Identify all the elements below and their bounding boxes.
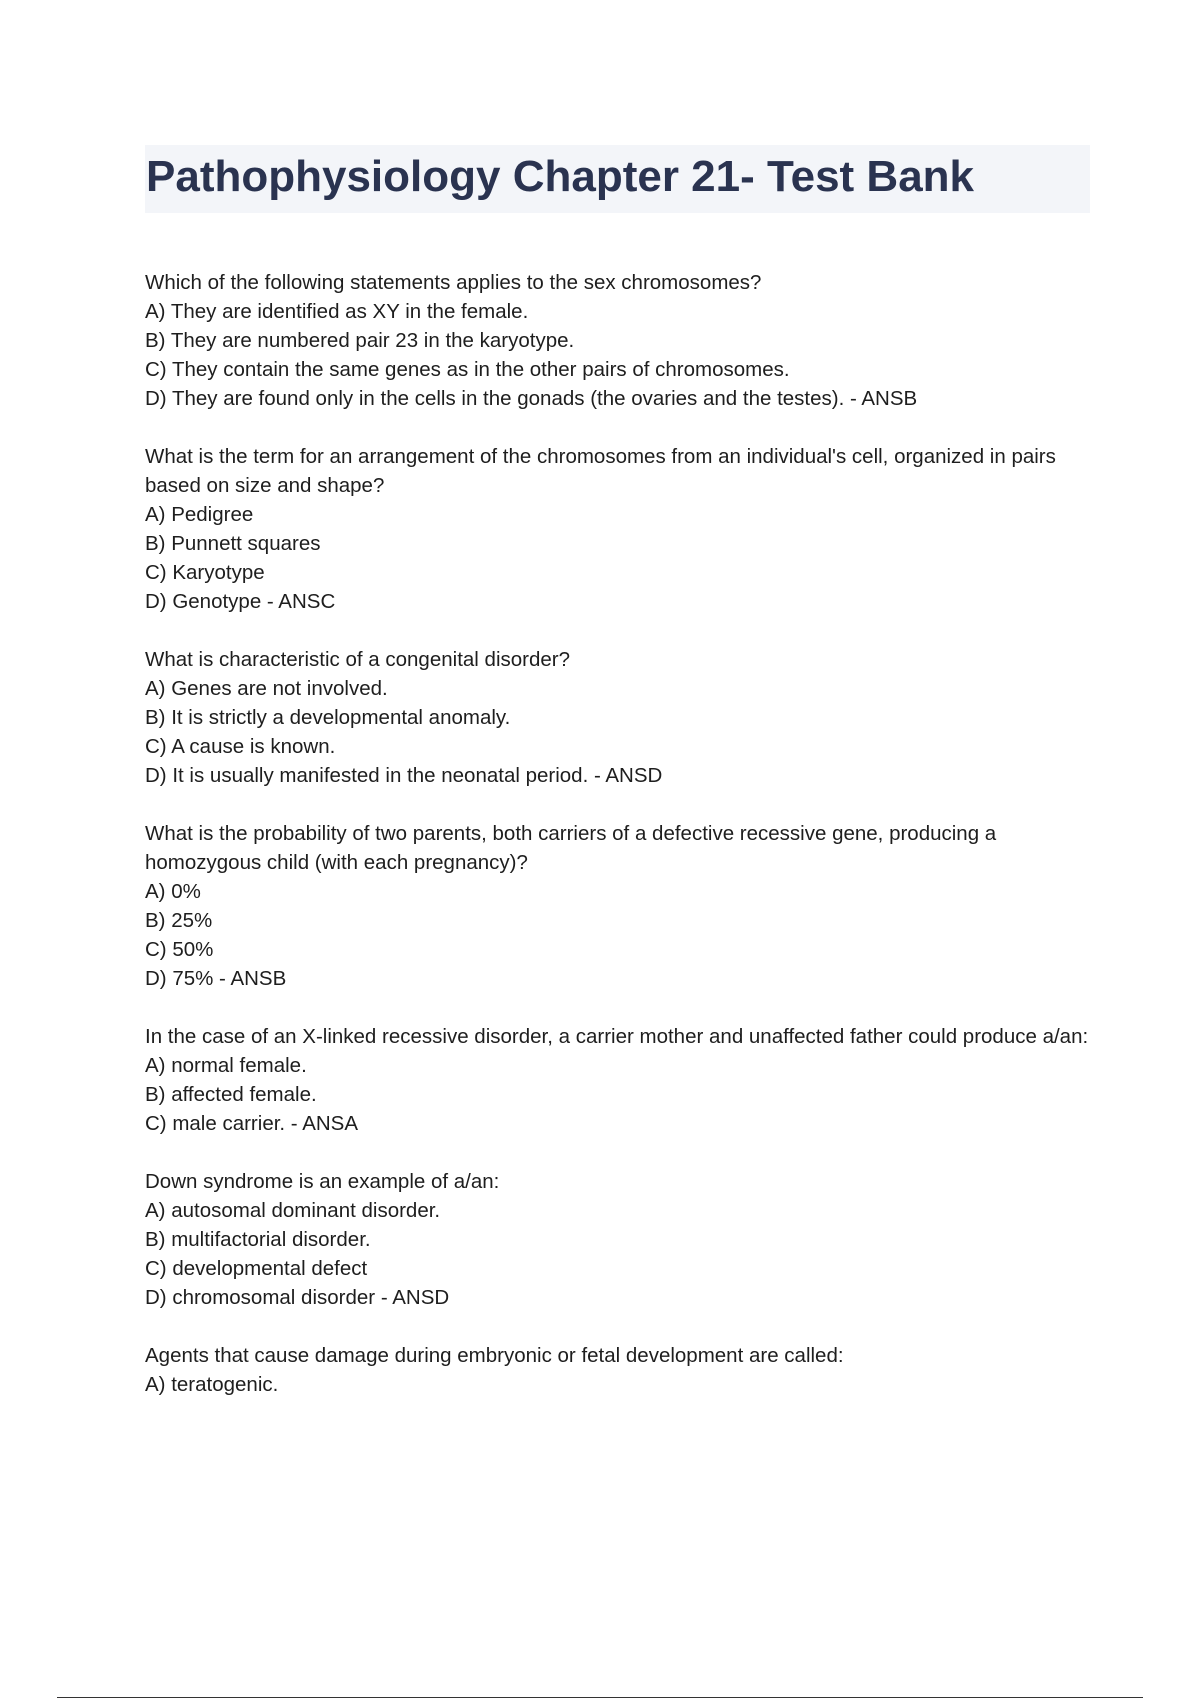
question-stem: What is characteristic of a congenital disorder?	[145, 648, 571, 671]
answer-option: B) multifactorial disorder.	[145, 1228, 371, 1251]
answer-option: A) autosomal dominant disorder.	[145, 1199, 441, 1222]
question-4	[145, 819, 1090, 993]
answer-option: A) Genes are not involved.	[145, 677, 388, 700]
answer-option: C) developmental defect	[145, 1257, 368, 1280]
answer-option: B) 25%	[145, 909, 213, 932]
question-1	[145, 268, 1090, 413]
answer-option: B) They are numbered pair 23 in the karyotype.	[145, 329, 575, 352]
answer-option: B) Punnett squares	[145, 532, 321, 555]
question-6	[145, 1167, 1090, 1312]
question-stem: What is the probability of two parents, both carriers of a defective recessive gene, producing a homozygous child (with each pregnancy)?	[145, 822, 997, 874]
answer-option: B) It is strictly a developmental anomaly.	[145, 706, 511, 729]
answer-option: D) Genotype - ANSC	[145, 590, 336, 613]
answer-option: C) A cause is known.	[145, 735, 336, 758]
question-stem: In the case of an X-linked recessive disorder, a carrier mother and unaffected father could produce a/an:	[145, 1025, 1089, 1048]
question-7	[145, 1341, 1090, 1399]
page-bottom-divider	[57, 1697, 1143, 1698]
answer-option: A) normal female.	[145, 1054, 307, 1077]
question-3	[145, 645, 1090, 790]
answer-option: B) affected female.	[145, 1083, 317, 1106]
answer-option: A) Pedigree	[145, 503, 254, 526]
page-title: Pathophysiology Chapter 21- Test Bank	[146, 152, 975, 201]
question-stem: What is the term for an arrangement of the chromosomes from an individual's cell, organized in pairs based on size and shape?	[145, 445, 1056, 497]
answer-option: A) teratogenic.	[145, 1373, 279, 1396]
question-2	[145, 442, 1090, 616]
answer-option: D) 75% - ANSB	[145, 967, 287, 990]
answer-option: A) They are identified as XY in the female.	[145, 300, 529, 323]
question-5	[145, 1022, 1090, 1138]
question-stem: Down syndrome is an example of a/an:	[145, 1170, 500, 1193]
answer-option: D) They are found only in the cells in the gonads (the ovaries and the testes). - ANSB	[145, 387, 918, 410]
answer-option: C) 50%	[145, 938, 214, 961]
answer-option: C) They contain the same genes as in the other pairs of chromosomes.	[145, 358, 790, 381]
question-stem: Agents that cause damage during embryonic or fetal development are called:	[145, 1344, 844, 1367]
answer-option: C) Karyotype	[145, 561, 265, 584]
answer-option: D) It is usually manifested in the neonatal period. - ANSD	[145, 764, 663, 787]
question-stem: Which of the following statements applies to the sex chromosomes?	[145, 271, 762, 294]
answer-option: D) chromosomal disorder - ANSD	[145, 1286, 450, 1309]
answer-option: C) male carrier. - ANSA	[145, 1112, 359, 1135]
answer-option: A) 0%	[145, 880, 201, 903]
question-list	[145, 268, 1090, 1428]
